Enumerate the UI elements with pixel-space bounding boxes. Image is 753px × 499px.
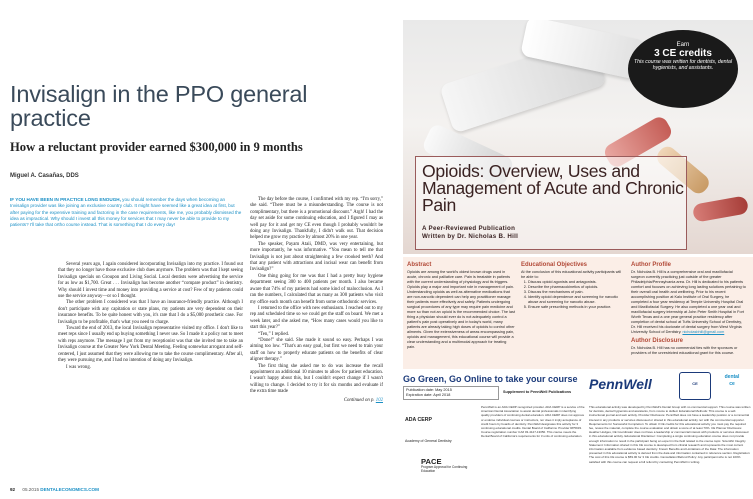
- accreditation-text: PennWell is an ADA CERP recognized provider. ADA CERP is a service of the American Dental Association to assist dental professionals in identifying quality providers of continuing dental education. ADA CERP does not approve or endorse individual courses or instructors, nor does it imply acceptance of credit hours by boards of dentistry. PennWell designates this activity for 3 continuing educational credits. Dental Board of California: Provider RP5933. Course registration number CA# 03-4127-13050. This course meets the Dental Board of California's requirements for 3 units of continuing education.: [481, 405, 585, 439]
- abstract-section: [407, 263, 515, 350]
- objectives-heading: Educational Objectives: [521, 262, 588, 268]
- issue-date: 05.2015: [22, 487, 40, 492]
- page-number: 92: [10, 487, 16, 492]
- course-title: Opioids: Overview, Uses and Management of Acute and Chronic Pain: [422, 161, 684, 215]
- article-title: Invisalign in the PPO general practice: [10, 81, 308, 131]
- article-author: Miguel A. Casañas, DDS: [10, 173, 79, 179]
- badge-credits: 3 CE credits: [654, 48, 712, 59]
- objective-item: 1. Discuss opioid agonists and antagonists.: [528, 280, 625, 285]
- page-footer: [10, 487, 99, 492]
- body-paragraph: Several years ago, I again considered incorporating Invisalign into my practice. I found out that they no longer have those exclusive club dues anymore. The problem was that I kept seeing Invisalign specials on Groupon and Living Social. Local dentists were advertising the service for as low as $1,700. Great . . . Invisalign has become another “compare product” in dentistry. Why should I invest time and money into providing a service at cost? Few of my patients could use the service anyway—or so I thought.: [58, 262, 243, 300]
- body-paragraph: The day before the course, I confirmed with my rep. “I'm sorry,” she said. “There must be a misunderstanding. The course is not complimentary, but there is a promotional discount.” Argh! I had the day set aside for some continuing education, and I figured I may as well pay for it and get my CE even though I probably wouldn't be doing any Invisalign. Thankfully, I didn't walk out. That decision helped me grow my practice by almost 20% in one year.: [250, 197, 383, 241]
- peer-reviewed-label: A Peer-Reviewed Publication: [422, 225, 516, 232]
- abstract-heading: Abstract: [407, 262, 432, 268]
- objectives-intro: At the conclusion of this educational activity participants will be able to:: [521, 270, 622, 279]
- body-paragraph: One thing going for me was that I had a pretty busy hygiene department seeing 300 to 400 patients per month. I also became aware that 74% of my patients had some kind of malocclusion. As I ran the numbers, I calculated that as many as 300 patients who visit my office each month can benefit from some orthodontic services.: [250, 273, 383, 305]
- body-column-right: [250, 197, 383, 404]
- body-paragraph: The speaker, Payam Ataii, DMD, was very entertaining, but more importantly, he was informative. “You mean to tell me that Invisalign is not just about straightening a few crooked teeth? And that any patient with attractions and incisal wear can benefit from Invisalign?”: [250, 241, 383, 273]
- author-profile-section: [631, 263, 747, 335]
- dental-ce-logo: [715, 374, 749, 400]
- objective-item: 2. Describe the pharmacokinetics of opioids.: [528, 285, 625, 290]
- body-paragraph: Toward the end of 2013, the local Invisalign representative visited my office. I don't like to meet reps since I usually end up buying something I never use. So I made it a policy not to meet with reps anymore. The message I got from my receptionist was that she invited me to take an Invisalign course at the Greater New York Dental Meeting. Feeling somewhat arrogant and self-centered, I just assumed that they were allowing me to take the course complimentary. After all, they were pursuing me, and I had no intention of doing any Invisalign.: [58, 326, 243, 364]
- publication-dates-box: [403, 386, 499, 400]
- cover-title-box: [415, 156, 687, 250]
- body-column-left: [58, 262, 243, 371]
- objectives-list: [521, 280, 625, 310]
- objectives-section: [521, 263, 625, 310]
- profile-text: Dr. Nicholas B. Hill is a comprehensive oral and maxillofacial surgeon currently practicing just outside of the greater Philadelphia/Pennsylvania area. Dr. Hill is dedicated to his patients comfort and focuses on achieving long lasting solutions pertaining to their overall oral health and wellbeing. Prior to his recent accomplishing position at Kalo Institute of Oral Surgery, he completed a four year residency at Temple University Hospital Oral and Maxillofacial Surgery. He also completed a one year oral and maxillofacial surgery internship at John Peter Smith Hospital in Fort Worth Texas and a one year general practice residency after completion of dental school at Tufts University School of Dentistry, Dr. Hill received his doctorate of dental surgery from West Virginia University School of Dentistry.: [631, 270, 746, 334]
- profile-heading: Author Profile: [631, 262, 671, 268]
- pill-image: [692, 195, 749, 222]
- pace-logo: PACE: [421, 457, 442, 466]
- agd-logo: Academy of General Dentistry: [405, 439, 452, 443]
- objective-item: 4. Identify opioid dependence and screening for narcotic abuse and screening for narcotic abuse.: [528, 295, 625, 305]
- article-subtitle: How a reluctant provider earned $300,000 in 9 months: [10, 140, 303, 154]
- expiration-date: Expiration date: April 2018: [406, 393, 451, 398]
- pace-subtitle: Program Approval for Continuing Education: [421, 465, 468, 473]
- publication-date: Publication date: May 2015: [406, 388, 452, 392]
- objective-item: 5. Ensure safe prescribing methods in your practice.: [528, 305, 625, 310]
- ce-credits-badge: [628, 30, 738, 108]
- course-terms-text: This educational activity was developed by PennWell's Dental Group with no commercial support. This course was written for dentists, dental hygienists and assistants, from novice to skilled. Educational Methods: This course is a self-instructional journal and web activity. Provider Disclosure: PennWell does not have a leadership position or a commercial interest in any products or services discussed or shared in this educational activity nor with the commercial supporter. Requirements for Successful Completion: To obtain 3 CE credits for this educational activity you must pay the required fee, review the material, complete the course evaluation and obtain a score of at least 70%. CE Planner Disclosure: Heather Hodges, CE Coordinator does not have a leadership or commercial interest with products or services discussed in this educational activity. Educational Disclaimer: Completing a single continuing education course does not provide enough information to result in the participant being an expert in the field related to the course topic. Scientific Integrity Statement: Information shared in this CE course is developed from clinical research and represents the most current information available from evidence based dentistry. Known Benefits and Limitations of the Data: The information presented in this educational activity is derived from the data and information contained in reference section. Registration: The cost of this CE course is $59.00 for 3 CE credits. Cancellation/Refund Policy: Any participant who is not 100% satisfied with this course can request a full refund by contacting PennWell in writing.: [589, 405, 751, 464]
- body-paragraph: I returned to the office with new enthusiasm. I reached out to my rep and scheduled time so we could get the staff on board. We met a week later, and she asked me, “How many cases would you like to start this year?”: [250, 305, 383, 331]
- profile-email-link[interactable]: nicholasbhill@gmail.com: [682, 330, 725, 334]
- publication-url[interactable]: DENTALECONOMICS.COM: [40, 487, 99, 492]
- objective-item: 3. Discuss the mechanisms of pain.: [528, 290, 625, 295]
- body-paragraph: The first thing she asked me to do was increase the recall appointment an additional 10 minutes to allow for patient education. I wasn't happy about this, but I couldn't expect change if I wasn't willing to change. I decided to try it for six months and evaluate if the extra time made: [250, 363, 383, 395]
- disclosure-heading: Author Disclosure: [631, 338, 684, 344]
- dce-line-1: dental: [724, 374, 740, 380]
- continued-page-link[interactable]: 102: [375, 397, 383, 403]
- body-paragraph: “Done!” she said. She made it sound so easy. Perhaps I was aiming too low. “That's an easy goal, but first we need to train your staff on how to properly educate patients on the benefits of clear aligner therapy.”: [250, 337, 383, 363]
- continued-label: Continued on p.: [343, 397, 375, 403]
- author-disclosure-section: [631, 339, 747, 356]
- abstract-text: Opioids are among the world's oldest known drugs used in acute, chronic and palliative care. Pain is treatable in patients with the current understanding of physiology and its triggers. Opioids play a major and important role in management of pain. Understanding opioids as well as alternative medications that are non-narcotic dependent can help any practitioner manage their patients more effectively and safely. Patients undergoing surgical procedures of any type may require pain medicine and more so than not an opioid is the recommended choice. The last thing a physician should ever do is not adequately control a patient's pain post operatively and in today's world, many patients are already taking high doses of opioids to control other ailments. Given the extensiveness of areas encompassing pain, opioids and management, this educational course will provide a clear understanding and a multimodal approach for treating pain.: [407, 270, 515, 349]
- continued-note: [250, 398, 383, 404]
- written-by-label: Written by Dr. Nicholas B. Hill: [422, 232, 519, 240]
- course-subtitle: [422, 225, 684, 240]
- supplement-label: Supplement to PennWell Publications: [503, 390, 572, 394]
- right-page: [389, 0, 753, 499]
- badge-description: This course was written for dentists, dental hygienists, and assistants.: [633, 59, 733, 72]
- body-paragraph: “Ten,” I replied.: [258, 331, 290, 337]
- ada-cerp-logo: ADA CERP: [405, 417, 432, 423]
- article-intro: [10, 197, 242, 228]
- course-info-band: [403, 257, 753, 369]
- body-paragraph: The other problem I considered was that I have an insurance-friendly practice. Although I don't participate with any capitation or state plans, my patients are very dependent on their insurance benefits. To be quite honest with you, it's rare that I do a $5,000 prosthetic case. For Invisalign to be profitable, that's what you need to charge.: [58, 300, 243, 325]
- pennwell-logo: PennWell: [589, 376, 652, 392]
- go-green-heading: Go Green, Go Online to take your course: [403, 374, 578, 384]
- dce-line-2: ce: [729, 381, 735, 387]
- accreditation-logos: [403, 405, 481, 495]
- intro-rest: you should remember the days when becoming an Invisalign provider was like joining an exclusive country club. It might have seemed like a great idea at first, but after paying for the expensive training and factoring in the case requirements, like me, you probably dismissed the idea as impractical. Why should I invest all this money for services that I may never be able to provide to my patients? I'll take that ortho course instead. That is something that I do every day!: [10, 197, 242, 228]
- intro-lead: IF YOU HAVE BEEN IN PRACTICE LONG ENOUGH,: [10, 197, 121, 202]
- disclosure-text: Dr. Nicholas B. Hill has no commercial ties with the sponsors or providers of the unrestricted educational grant for this course.: [631, 346, 738, 355]
- badge-earn: Earn: [676, 42, 690, 48]
- body-paragraph: I was wrong.: [66, 364, 91, 370]
- ce-seal-logo: CE: [679, 372, 711, 400]
